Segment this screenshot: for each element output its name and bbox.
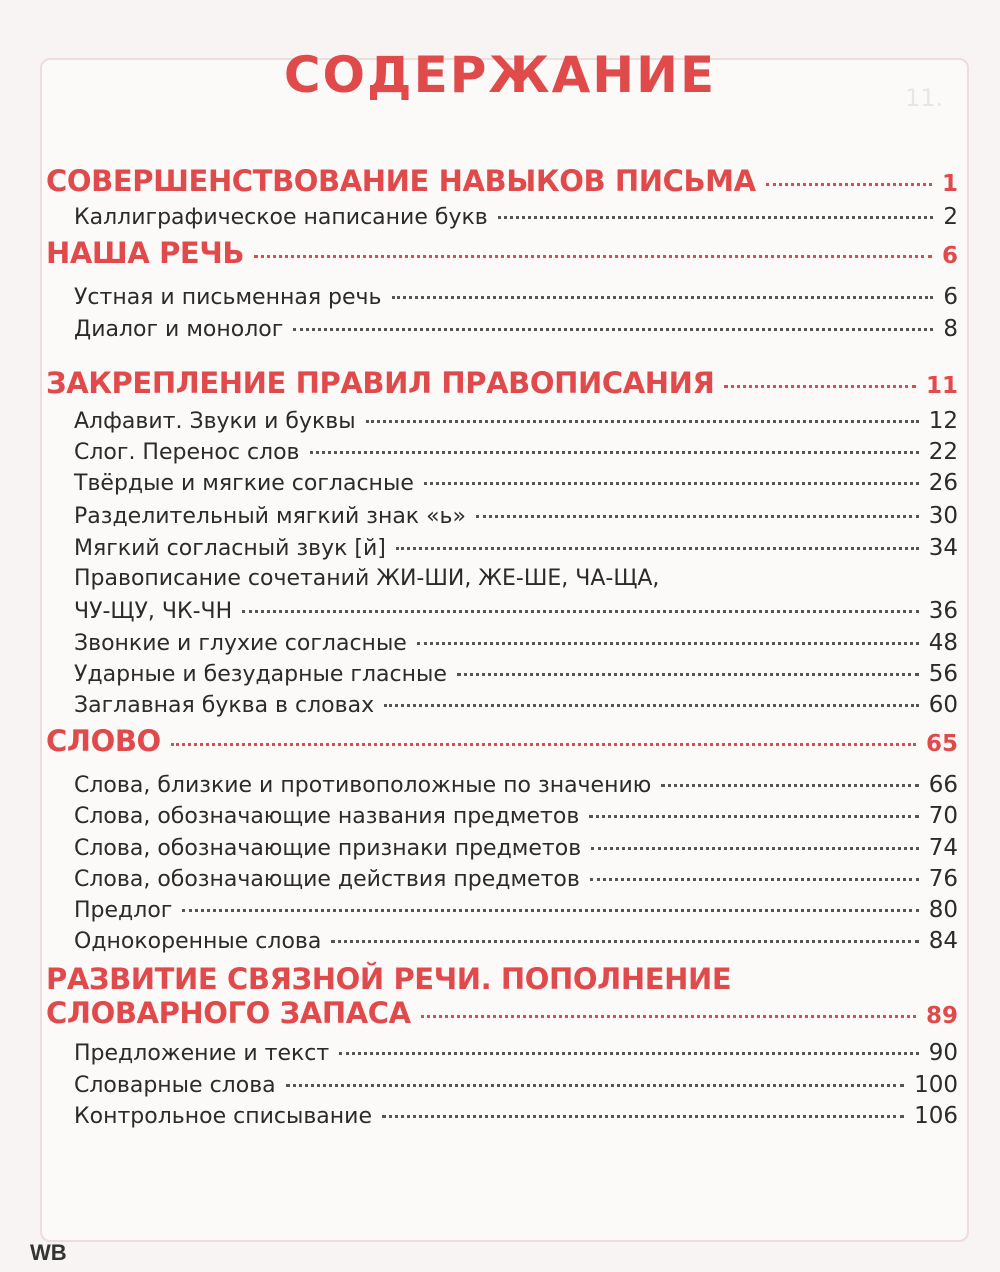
toc-item[interactable] [74, 316, 958, 342]
dot-leader [457, 673, 919, 676]
item-page-number: 56 [928, 661, 958, 687]
item-title: Словарные слова [74, 1073, 276, 1098]
item-title: Мягкий согласный звук [й] [74, 536, 386, 561]
toc-item[interactable] [74, 835, 958, 861]
dot-leader [766, 183, 932, 186]
toc-item[interactable] [74, 803, 958, 829]
item-page-number: 26 [928, 470, 958, 496]
item-page-number: 80 [928, 897, 958, 923]
dot-leader [331, 940, 918, 943]
watermark-logo: WB [30, 1240, 67, 1265]
item-page-number: 36 [928, 598, 958, 624]
item-title: Устная и письменная речь [74, 285, 382, 310]
dot-leader [392, 296, 934, 299]
item-title: Алфавит. Звуки и буквы [74, 409, 356, 434]
item-title: Слог. Перенос слов [74, 440, 300, 465]
dot-leader [421, 1015, 916, 1018]
dot-leader [424, 482, 919, 485]
item-title: Каллиграфическое написание букв [74, 205, 488, 230]
toc-item[interactable] [74, 598, 958, 624]
item-title: Правописание сочетаний ЖИ-ШИ, ЖЕ-ШЕ, ЧА-ЩА, [74, 566, 660, 591]
dot-leader [498, 216, 934, 219]
dot-leader [384, 704, 919, 707]
item-page-number: 48 [928, 630, 958, 656]
item-page-number: 90 [928, 1040, 958, 1066]
item-page-number: 34 [928, 535, 958, 561]
item-page-number: 30 [928, 503, 958, 529]
item-page-number: 22 [928, 439, 958, 465]
item-title: Звонкие и глухие согласные [74, 631, 407, 656]
dot-leader [590, 878, 919, 881]
section-page-number: 89 [925, 1003, 958, 1029]
item-page-number: 6 [943, 284, 958, 310]
dot-leader [366, 420, 919, 423]
toc-item[interactable] [74, 1040, 958, 1066]
item-page-number: 76 [928, 866, 958, 892]
toc-item-line1[interactable] [74, 566, 958, 591]
toc-item[interactable] [74, 661, 958, 687]
toc-item[interactable] [74, 692, 958, 718]
show-through-text: 11. [905, 84, 944, 112]
dot-leader [171, 743, 916, 746]
toc-item[interactable] [74, 204, 958, 230]
section-page-number: 11 [925, 373, 958, 399]
toc-item[interactable] [74, 630, 958, 656]
toc-item[interactable] [74, 503, 958, 529]
item-title: Твёрдые и мягкие согласные [74, 471, 414, 496]
item-page-number: 74 [928, 835, 958, 861]
toc-section-3[interactable] [46, 366, 958, 400]
section-title: ЗАКРЕПЛЕНИЕ ПРАВИЛ ПРАВОПИСАНИЯ [46, 366, 715, 400]
item-title: Предложение и текст [74, 1041, 330, 1066]
toc-item[interactable] [74, 535, 958, 561]
item-page-number: 8 [943, 316, 958, 342]
dot-leader [417, 642, 919, 645]
toc-item[interactable] [74, 284, 958, 310]
item-title: Слова, обозначающие признаки предметов [74, 836, 582, 861]
section-title: СЛОВАРНОГО ЗАПАСА [46, 996, 411, 1030]
item-title: Слова, обозначающие действия предметов [74, 867, 580, 892]
toc-section-1[interactable] [46, 164, 958, 198]
item-page-number: 12 [928, 408, 958, 434]
toc-item[interactable] [74, 928, 958, 954]
item-title: Однокоренные слова [74, 929, 322, 954]
dot-leader [724, 385, 916, 388]
dot-leader [589, 815, 918, 818]
item-title: Предлог [74, 898, 173, 923]
toc-item[interactable] [74, 1072, 958, 1098]
dot-leader [396, 547, 919, 550]
item-title: Диалог и монолог [74, 317, 284, 342]
item-title: Заглавная буква в словах [74, 693, 375, 718]
dot-leader [242, 610, 919, 613]
item-title: ЧУ-ЩУ, ЧК-ЧН [74, 599, 233, 624]
section-page-number: 1 [941, 171, 958, 197]
dot-leader [591, 847, 919, 850]
toc-item[interactable] [74, 1103, 958, 1129]
page-title: СОДЕРЖАНИЕ [283, 46, 717, 104]
toc-item[interactable] [74, 772, 958, 798]
section-page-number: 6 [941, 243, 958, 269]
item-title: Контрольное списывание [74, 1104, 373, 1129]
dot-leader [476, 515, 919, 518]
toc-section-4[interactable] [46, 724, 958, 758]
item-page-number: 2 [943, 204, 958, 230]
item-page-number: 66 [928, 772, 958, 798]
section-title: СОВЕРШЕНСТВОВАНИЕ НАВЫКОВ ПИСЬМА [46, 164, 756, 198]
section-title: СЛОВО [46, 724, 161, 758]
toc-item[interactable] [74, 866, 958, 892]
item-title: Слова, близкие и противоположные по значению [74, 773, 652, 798]
item-page-number: 100 [914, 1072, 958, 1098]
item-title: Слова, обозначающие названия предметов [74, 804, 580, 829]
toc-section-5-line1[interactable]: РАЗВИТИЕ СВЯЗНОЙ РЕЧИ. ПОПОЛНЕНИЕ [46, 962, 732, 996]
toc-section-2[interactable] [46, 236, 958, 270]
section-page-number: 65 [925, 731, 958, 757]
dot-leader [310, 451, 919, 454]
item-title: Разделительный мягкий знак «ь» [74, 504, 466, 529]
toc-item[interactable] [74, 470, 958, 496]
toc-item[interactable] [74, 897, 958, 923]
section-title: НАША РЕЧЬ [46, 236, 245, 270]
dot-leader [339, 1052, 919, 1055]
item-page-number: 60 [928, 692, 958, 718]
dot-leader [382, 1115, 904, 1118]
toc-section-5[interactable] [46, 996, 958, 1030]
item-page-number: 70 [928, 803, 958, 829]
dot-leader [182, 909, 918, 912]
dot-leader [661, 784, 918, 787]
item-page-number: 106 [914, 1103, 958, 1129]
toc-item[interactable] [74, 439, 958, 465]
dot-leader [293, 328, 933, 331]
item-title: Ударные и безударные гласные [74, 662, 447, 687]
toc-item[interactable] [74, 408, 958, 434]
item-page-number: 84 [928, 928, 958, 954]
dot-leader [254, 255, 932, 258]
dot-leader [286, 1084, 904, 1087]
